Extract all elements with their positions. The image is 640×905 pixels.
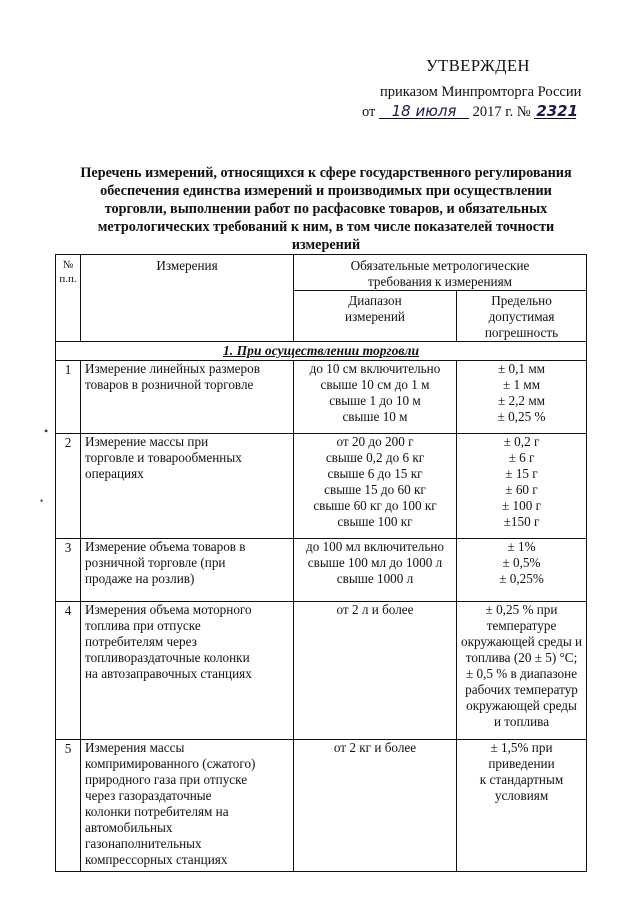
row-range: до 100 мл включительно свыше 100 мл до 1000 л свыше 1000 л [294, 539, 457, 602]
title-line: обеспечения единства измерений и производимых при осуществлении [100, 183, 552, 199]
order-date-line [362, 102, 579, 121]
order-line: приказом Минпромторга России [380, 84, 582, 100]
row-number: 5 [56, 740, 81, 872]
title-line: торговли, выполнении работ по расфасовке товаров, и обязательных [104, 201, 548, 217]
measurements-table [55, 254, 587, 872]
row-number: 3 [56, 539, 81, 602]
row-measurement: Измерение массы при торговле и товарообменных операциях [81, 434, 294, 539]
row-number: 4 [56, 602, 81, 740]
title-line: Перечень измерений, относящихся к сфере государственного регулирования [80, 165, 572, 181]
row-error: ± 0,1 мм ± 1 мм ± 2,2 мм ± 0,25 % [457, 361, 587, 434]
scan-speck: • [44, 424, 49, 438]
table-row [56, 539, 587, 602]
row-number: 1 [56, 361, 81, 434]
handwritten-date: 18 июля [379, 104, 469, 119]
header-range: Диапазон измерений [294, 291, 457, 342]
header-num: № п.п. [56, 255, 81, 342]
section-title: 1. При осуществлении торговли [56, 342, 587, 361]
row-number: 2 [56, 434, 81, 539]
header-measurement: Измерения [81, 255, 294, 342]
row-error: ± 0,2 г ± 6 г ± 15 г ± 60 г ± 100 г ±150 г [457, 434, 587, 539]
row-measurement: Измерения объема моторного топлива при отпуске потребителям через топливораздаточные колонки на автозаправочных станциях [81, 602, 294, 740]
row-error: ± 0,25 % при температуре окружающей среды и топлива (20 ± 5) °С; ± 0,5 % в диапазоне рабочих температур окружающей среды и топлива [457, 602, 587, 740]
approved-title: УТВЕРЖДЕН [426, 56, 530, 75]
row-measurement: Измерение объема товаров в розничной торговле (при продаже на розлив) [81, 539, 294, 602]
row-range: от 2 кг и более [294, 740, 457, 872]
row-range: от 2 л и более [294, 602, 457, 740]
title-line: метрологических требований к ним, в том числе показателей точности [97, 219, 555, 235]
table-row [56, 602, 587, 740]
scan-speck: • [40, 496, 44, 506]
title-line: измерений [291, 237, 361, 253]
year-text: 2017 г. № [472, 104, 531, 120]
document-title [56, 164, 596, 254]
row-range: до 10 см включительно свыше 10 см до 1 м свыше 1 до 10 м свыше 10 м [294, 361, 457, 434]
table-header-row [56, 255, 587, 291]
section-header-row [56, 342, 587, 361]
header-error: Предельно допустимая погрешность [457, 291, 587, 342]
table-row [56, 361, 587, 434]
row-error: ± 1% ± 0,5% ± 0,25% [457, 539, 587, 602]
row-range: от 20 до 200 г свыше 0,2 до 6 кг свыше 6 до 15 кг свыше 15 до 60 кг свыше 60 кг до 100 кг свыше 100 кг [294, 434, 457, 539]
row-measurement: Измерение линейных размеров товаров в розничной торговле [81, 361, 294, 434]
from-label: от [362, 104, 376, 120]
table-row [56, 434, 587, 539]
row-error: ± 1,5% при приведении к стандартным условиям [457, 740, 587, 872]
row-measurement: Измерения массы компримированного (сжатого) природного газа при отпуске через газораздаточные колонки потребителям на автомобильных газонаполнительных компрессорных станциях [81, 740, 294, 872]
handwritten-number: 2321 [536, 102, 579, 120]
table-row [56, 740, 587, 872]
header-requirements: Обязательные метрологические требования к измерениям [294, 255, 587, 291]
